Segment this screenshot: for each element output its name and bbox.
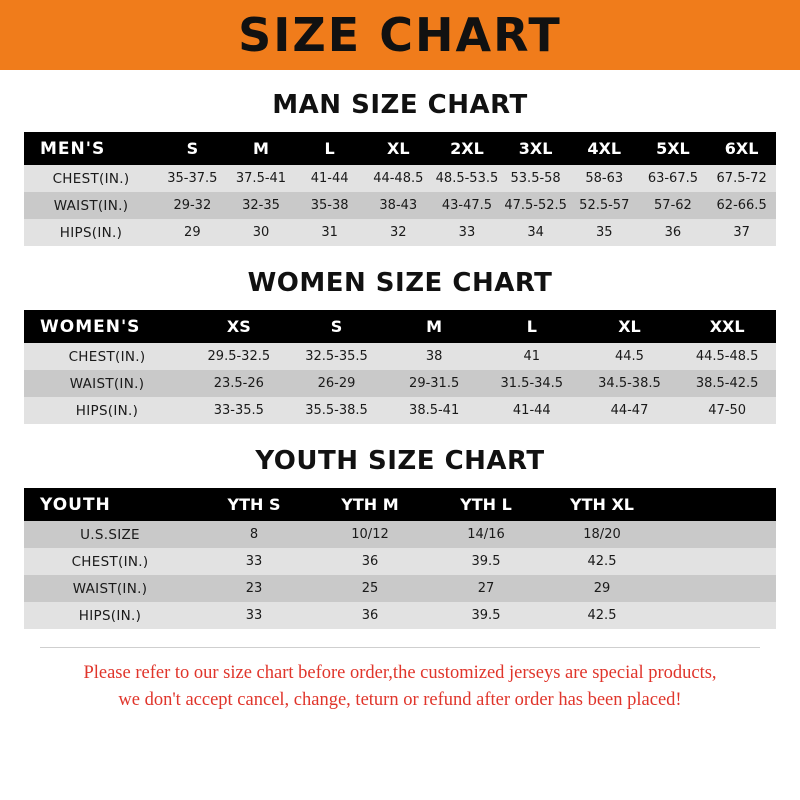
women-waist-xl: 34.5-38.5 xyxy=(581,370,679,397)
men-header-3xl: 3XL xyxy=(501,132,570,165)
men-header-5xl: 5XL xyxy=(639,132,708,165)
youth-ussize-spacer xyxy=(660,521,776,548)
women-waist-l: 31.5-34.5 xyxy=(483,370,581,397)
youth-chest-spacer xyxy=(660,548,776,575)
chart-content xyxy=(0,90,800,714)
women-chest-l: 41 xyxy=(483,343,581,370)
women-hips-xl: 44-47 xyxy=(581,397,679,424)
men-hips-6xl: 37 xyxy=(707,219,776,246)
youth-row-waist-label: WAIST(IN.) xyxy=(24,575,196,602)
women-header-xs: XS xyxy=(190,310,288,343)
table-row xyxy=(24,575,776,602)
women-chest-m: 38 xyxy=(385,343,483,370)
men-hips-2xl: 33 xyxy=(433,219,502,246)
men-chest-xl: 44-48.5 xyxy=(364,165,433,192)
men-waist-6xl: 62-66.5 xyxy=(707,192,776,219)
youth-hips-xl: 42.5 xyxy=(544,602,660,629)
women-chest-s: 32.5-35.5 xyxy=(288,343,386,370)
men-waist-5xl: 57-62 xyxy=(639,192,708,219)
table-row xyxy=(24,192,776,219)
men-chest-5xl: 63-67.5 xyxy=(639,165,708,192)
men-header-m: M xyxy=(227,132,296,165)
youth-hips-l: 39.5 xyxy=(428,602,544,629)
header-banner xyxy=(0,0,800,70)
women-waist-xs: 23.5-26 xyxy=(190,370,288,397)
men-size-table xyxy=(24,132,776,246)
men-chest-3xl: 53.5-58 xyxy=(501,165,570,192)
youth-chest-xl: 42.5 xyxy=(544,548,660,575)
table-row xyxy=(24,521,776,548)
men-section-title: MAN SIZE CHART xyxy=(272,90,528,120)
footer-disclaimer xyxy=(40,647,760,714)
women-row-hips-label: HIPS(IN.) xyxy=(24,397,190,424)
men-chest-4xl: 58-63 xyxy=(570,165,639,192)
women-header-l: L xyxy=(483,310,581,343)
women-size-table xyxy=(24,310,776,424)
men-hips-s: 29 xyxy=(158,219,227,246)
men-waist-m: 32-35 xyxy=(227,192,296,219)
women-waist-m: 29-31.5 xyxy=(385,370,483,397)
men-chest-m: 37.5-41 xyxy=(227,165,296,192)
men-hips-5xl: 36 xyxy=(639,219,708,246)
men-waist-s: 29-32 xyxy=(158,192,227,219)
youth-header-xl: YTH XL xyxy=(544,488,660,521)
youth-size-table xyxy=(24,488,776,629)
men-waist-3xl: 47.5-52.5 xyxy=(501,192,570,219)
youth-header-label: YOUTH xyxy=(24,488,196,521)
men-header-s: S xyxy=(158,132,227,165)
women-header-m: M xyxy=(385,310,483,343)
footer-line-2: we don't accept cancel, change, teturn or refund after order has been placed! xyxy=(118,689,682,710)
women-hips-m: 38.5-41 xyxy=(385,397,483,424)
youth-header-m: YTH M xyxy=(312,488,428,521)
men-header-l: L xyxy=(295,132,364,165)
men-hips-m: 30 xyxy=(227,219,296,246)
women-chest-xl: 44.5 xyxy=(581,343,679,370)
page-title: SIZE CHART xyxy=(238,8,562,62)
men-chest-s: 35-37.5 xyxy=(158,165,227,192)
youth-chest-s: 33 xyxy=(196,548,312,575)
women-row-waist-label: WAIST(IN.) xyxy=(24,370,190,397)
women-waist-xxl: 38.5-42.5 xyxy=(678,370,776,397)
men-hips-4xl: 35 xyxy=(570,219,639,246)
men-header-xl: XL xyxy=(364,132,433,165)
women-hips-l: 41-44 xyxy=(483,397,581,424)
women-waist-s: 26-29 xyxy=(288,370,386,397)
women-header-xxl: XXL xyxy=(678,310,776,343)
youth-row-hips-label: HIPS(IN.) xyxy=(24,602,196,629)
youth-ussize-xl: 18/20 xyxy=(544,521,660,548)
women-row-chest-label: CHEST(IN.) xyxy=(24,343,190,370)
women-header-label: WOMEN'S xyxy=(24,310,190,343)
table-header-row xyxy=(24,488,776,521)
women-hips-xs: 33-35.5 xyxy=(190,397,288,424)
women-section-title: WOMEN SIZE CHART xyxy=(247,268,553,298)
youth-row-ussize-label: U.S.SIZE xyxy=(24,521,196,548)
youth-row-chest-label: CHEST(IN.) xyxy=(24,548,196,575)
table-header-row xyxy=(24,310,776,343)
table-row xyxy=(24,343,776,370)
youth-ussize-m: 10/12 xyxy=(312,521,428,548)
women-header-xl: XL xyxy=(581,310,679,343)
youth-chest-m: 36 xyxy=(312,548,428,575)
youth-header-s: YTH S xyxy=(196,488,312,521)
table-row xyxy=(24,397,776,424)
women-hips-s: 35.5-38.5 xyxy=(288,397,386,424)
men-header-6xl: 6XL xyxy=(707,132,776,165)
youth-hips-s: 33 xyxy=(196,602,312,629)
women-hips-xxl: 47-50 xyxy=(678,397,776,424)
men-row-waist-label: WAIST(IN.) xyxy=(24,192,158,219)
youth-ussize-s: 8 xyxy=(196,521,312,548)
men-waist-xl: 38-43 xyxy=(364,192,433,219)
youth-waist-m: 25 xyxy=(312,575,428,602)
men-waist-4xl: 52.5-57 xyxy=(570,192,639,219)
youth-waist-l: 27 xyxy=(428,575,544,602)
youth-waist-spacer xyxy=(660,575,776,602)
men-chest-2xl: 48.5-53.5 xyxy=(433,165,502,192)
youth-hips-m: 36 xyxy=(312,602,428,629)
youth-section-title: YOUTH SIZE CHART xyxy=(255,446,545,476)
men-header-4xl: 4XL xyxy=(570,132,639,165)
table-row xyxy=(24,548,776,575)
youth-header-l: YTH L xyxy=(428,488,544,521)
table-row xyxy=(24,602,776,629)
men-header-label: MEN'S xyxy=(24,132,158,165)
youth-ussize-l: 14/16 xyxy=(428,521,544,548)
men-row-hips-label: HIPS(IN.) xyxy=(24,219,158,246)
youth-waist-s: 23 xyxy=(196,575,312,602)
table-header-row xyxy=(24,132,776,165)
women-chest-xxl: 44.5-48.5 xyxy=(678,343,776,370)
women-header-s: S xyxy=(288,310,386,343)
youth-chest-l: 39.5 xyxy=(428,548,544,575)
men-hips-l: 31 xyxy=(295,219,364,246)
men-chest-l: 41-44 xyxy=(295,165,364,192)
youth-hips-spacer xyxy=(660,602,776,629)
men-row-chest-label: CHEST(IN.) xyxy=(24,165,158,192)
women-chest-xs: 29.5-32.5 xyxy=(190,343,288,370)
table-row xyxy=(24,165,776,192)
table-row xyxy=(24,219,776,246)
table-row xyxy=(24,370,776,397)
men-hips-xl: 32 xyxy=(364,219,433,246)
men-hips-3xl: 34 xyxy=(501,219,570,246)
men-waist-l: 35-38 xyxy=(295,192,364,219)
youth-waist-xl: 29 xyxy=(544,575,660,602)
youth-header-spacer xyxy=(660,488,776,521)
men-chest-6xl: 67.5-72 xyxy=(707,165,776,192)
men-waist-2xl: 43-47.5 xyxy=(433,192,502,219)
men-header-2xl: 2XL xyxy=(433,132,502,165)
footer-line-1: Please refer to our size chart before order,the customized jerseys are special products, xyxy=(83,663,717,683)
